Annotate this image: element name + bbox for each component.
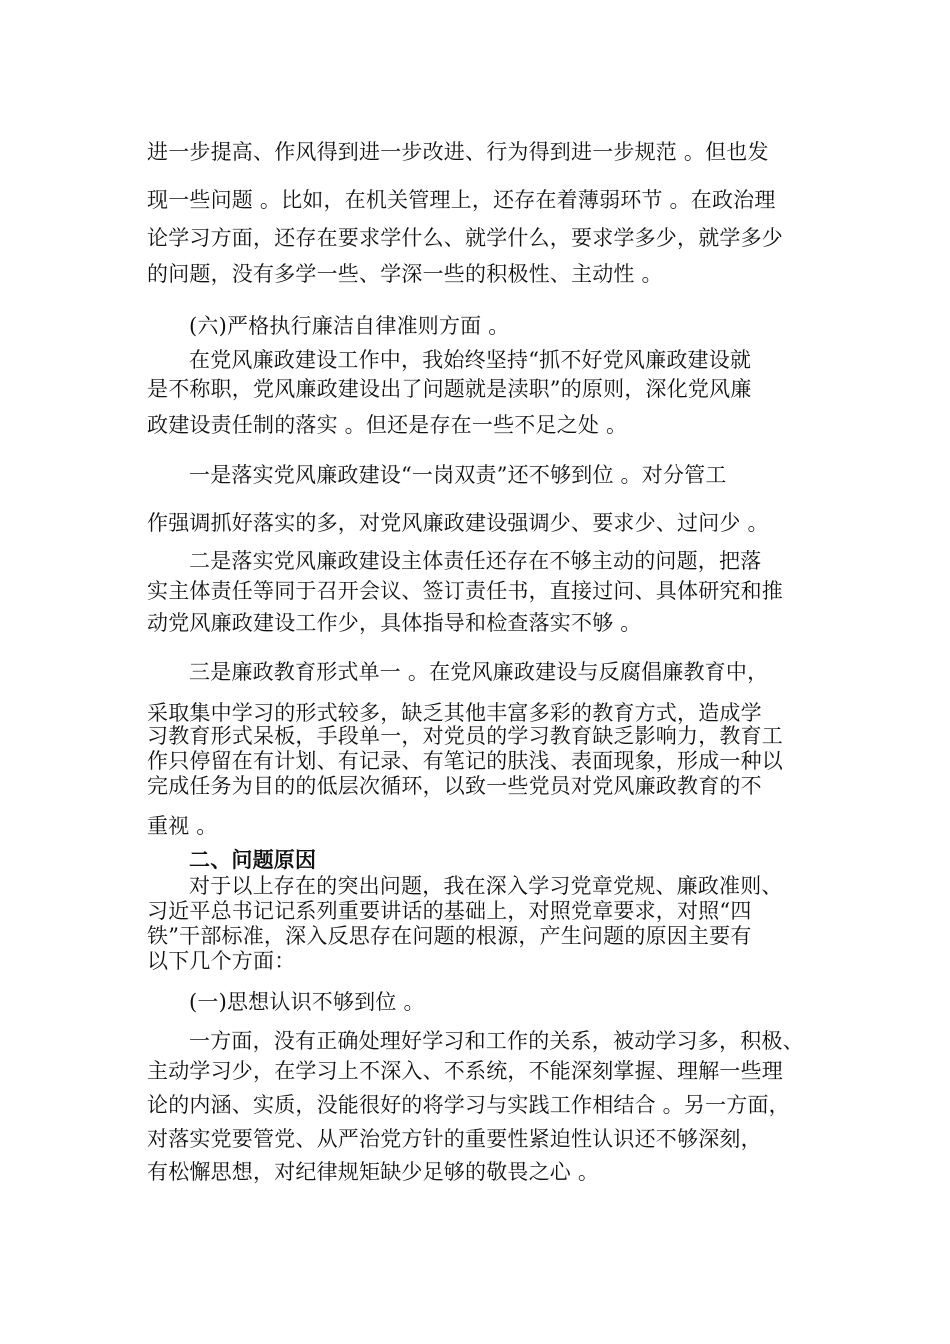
body-text-line: 一方面，没有正确处理好学习和工作的关系，被动学习多，积极、	[189, 1029, 804, 1053]
body-text-line: 对落实党要管党、从严治党方针的重要性紧迫性认识还不够深刻，	[147, 1127, 762, 1151]
body-text-line: 采取集中学习的形式较多，缺乏其他丰富多彩的教育方式，造成学	[147, 701, 762, 725]
subsection-heading: (一)思想认识不够到位 。	[189, 990, 425, 1014]
body-text-line: 对于以上存在的突出问题，我在深入学习党章党规、廉政准则、	[189, 874, 783, 898]
body-text-line: 是不称职，党风廉政建设出了问题就是渎职”的原则，深化党风廉	[147, 377, 752, 401]
body-text-line: 论的内涵、实质，没能很好的将学习与实践工作相结合 。另一方面，	[147, 1093, 790, 1117]
body-text-line: 主动学习少，在学习上不深入、不系统，不能深刻掌握、理解一些理	[147, 1059, 783, 1083]
body-text-line: 以下几个方面：	[147, 949, 296, 973]
body-text-line: 在党风廉政建设工作中，我始终坚持“抓不好党风廉政建设就	[189, 348, 752, 372]
body-text-line: 重视 。	[147, 814, 218, 838]
body-text-line: 进一步提高、作风得到进一步改进、行为得到进一步规范 。但也发	[147, 140, 769, 164]
body-text-line: 动党风廉政建设工作少，具体指导和检查落实不够 。	[147, 611, 642, 635]
subsection-heading: (六)严格执行廉洁自律准则方面 。	[189, 314, 510, 338]
body-text-line: 作强调抓好落实的多，对党风廉政建设强调少、要求少、过问少 。	[147, 511, 769, 535]
body-text-line: 现一些问题 。比如，在机关管理上，还存在着薄弱环节 。在政治理	[147, 188, 776, 212]
body-text-line: 习近平总书记记系列重要讲话的基础上，对照党章要求，对照“四	[147, 899, 752, 923]
body-text-line: 的问题，没有多学一些、学深一些的积极性、主动性 。	[147, 262, 663, 286]
section-heading: 二、问题原因	[189, 847, 317, 872]
body-text-line: 有松懈思想，对纪律规矩缺少足够的敬畏之心 。	[147, 1160, 600, 1184]
body-text-line: 三是廉政教育形式单一 。在党风廉政建设与反腐倡廉教育中，	[189, 660, 769, 684]
body-text-line: 二是落实党风廉政建设主体责任还存在不够主动的问题，把落	[189, 549, 762, 573]
body-text-line: 作只停留在有计划、有记录、有笔记的肤浅、表面现象，形成一种以	[147, 749, 783, 773]
body-text-line: 铁”干部标准，深入反思存在问题的根源，产生问题的原因主要有	[147, 924, 752, 948]
body-text-line: 论学习方面，还存在要求学什么、就学什么，要求学多少，就学多少	[147, 226, 783, 250]
body-text-line: 习教育形式呆板，手段单一，对党员的学习教育缺乏影响力，教育工	[147, 724, 783, 748]
body-text-line: 一是落实党风廉政建设“一岗双责”还不够到位 。对分管工	[189, 463, 727, 487]
body-text-line: 完成任务为目的的低层次循环，以致一些党员对党风廉政教育的不	[147, 774, 762, 798]
body-text-line: 政建设责任制的落实 。但还是存在一些不足之处 。	[147, 413, 628, 437]
body-text-line: 实主体责任等同于召开会议、签订责任书，直接过问、具体研究和推	[147, 579, 783, 603]
